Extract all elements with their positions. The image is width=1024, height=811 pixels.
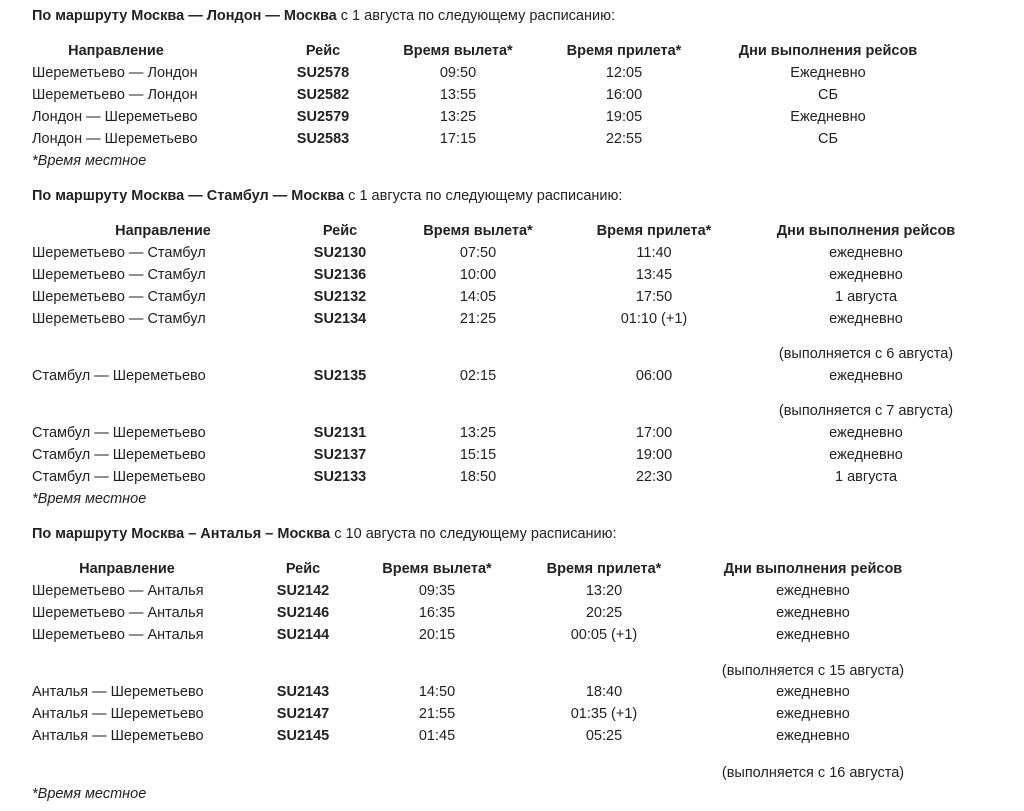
section-title [32,187,622,205]
cell-departure: 02:15 [459,368,497,384]
header-days: Дни выполнения рейсов [723,561,903,577]
cell-departure: 09:35 [418,583,456,599]
local-time-note: *Время местное [32,153,147,169]
cell-arrival: 12:05 [605,65,643,81]
section-title [32,525,617,543]
cell-days: ежедневно [829,425,903,441]
cell-arrival: 18:40 [585,684,623,700]
cell-flight: SU2582 [296,87,350,103]
cell-days-note: (выполняется с 16 августа) [721,765,905,781]
cell-departure: 13:25 [439,109,477,125]
cell-arrival: 22:30 [635,469,673,485]
cell-departure: 15:15 [459,447,497,463]
cell-direction: Шереметьево — Анталья [32,605,204,621]
cell-arrival: 16:00 [605,87,643,103]
cell-flight: SU2133 [313,469,367,485]
cell-arrival: 13:20 [585,583,623,599]
cell-flight: SU2135 [313,368,367,384]
header-direction: Направление [79,561,175,577]
cell-days-note: (выполняется с 7 августа) [778,403,954,419]
header-flight: Рейс [322,223,358,239]
cell-flight: SU2132 [313,289,367,305]
cell-days: ежедневно [829,368,903,384]
section-title-route: По маршруту Москва — Лондон — Москва [32,8,337,24]
cell-direction: Шереметьево — Лондон [32,65,198,81]
cell-flight: SU2579 [296,109,350,125]
header-arrival: Время прилета* [566,43,682,59]
cell-days: ежедневно [829,311,903,327]
cell-flight: SU2142 [276,583,330,599]
cell-flight: SU2143 [276,684,330,700]
cell-days: 1 августа [834,469,898,485]
header-arrival: Время прилета* [546,561,662,577]
cell-departure: 13:25 [459,425,497,441]
cell-flight: SU2130 [313,245,367,261]
cell-arrival: 19:00 [635,447,673,463]
section-title [32,7,615,25]
cell-flight: SU2578 [296,65,350,81]
cell-arrival: 17:50 [635,289,673,305]
cell-flight: SU2583 [296,131,350,147]
cell-arrival: 11:40 [636,245,672,261]
cell-days-note: (выполняется с 6 августа) [778,346,954,362]
cell-direction: Шереметьево — Стамбул [32,289,206,305]
cell-departure: 13:55 [439,87,477,103]
cell-flight: SU2134 [313,311,367,327]
cell-flight: SU2147 [276,706,330,722]
cell-departure: 14:05 [459,289,497,305]
cell-flight: SU2144 [276,627,330,643]
cell-arrival: 01:35 (+1) [570,706,638,722]
cell-flight: SU2136 [313,267,367,283]
cell-arrival: 19:05 [605,109,643,125]
cell-direction: Анталья — Шереметьево [32,728,204,744]
cell-flight: SU2137 [313,447,367,463]
section-title-route: По маршруту Москва — Стамбул — Москва [32,188,345,204]
cell-direction: Шереметьево — Лондон [32,87,198,103]
cell-departure: 18:50 [459,469,497,485]
cell-days: ежедневно [829,447,903,463]
cell-days: ежедневно [776,605,850,621]
cell-direction: Шереметьево — Стамбул [32,245,206,261]
cell-flight: SU2146 [276,605,330,621]
cell-days: ежедневно [829,267,903,283]
cell-days: Ежедневно [790,65,866,81]
cell-days: СБ [818,131,838,147]
cell-direction: Стамбул — Шереметьево [32,368,206,384]
cell-flight: SU2131 [313,425,367,441]
cell-arrival: 17:00 [635,425,673,441]
cell-direction: Стамбул — Шереметьево [32,425,206,441]
header-days: Дни выполнения рейсов [738,43,918,59]
section-title-period: с 1 августа по следующему расписанию: [336,8,615,24]
header-direction: Направление [115,223,211,239]
cell-direction: Шереметьево — Анталья [32,627,204,643]
header-departure: Время вылета* [423,223,533,239]
cell-days: ежедневно [776,706,850,722]
header-departure: Время вылета* [382,561,492,577]
cell-departure: 07:50 [459,245,497,261]
cell-departure: 21:55 [418,706,456,722]
cell-direction: Шереметьево — Анталья [32,583,204,599]
cell-departure: 10:00 [459,267,497,283]
header-direction: Направление [68,43,164,59]
cell-arrival: 13:45 [635,267,673,283]
cell-arrival: 20:25 [585,605,623,621]
cell-flight: SU2145 [276,728,330,744]
cell-days: ежедневно [776,728,850,744]
cell-direction: Стамбул — Шереметьево [32,469,206,485]
cell-arrival: 22:55 [605,131,643,147]
cell-departure: 21:25 [459,311,497,327]
section-title-route: По маршруту Москва – Анталья – Москва [32,526,331,542]
section-title-period: с 1 августа по следующему расписанию: [344,188,623,204]
local-time-note: *Время местное [32,786,147,802]
cell-days: СБ [818,87,838,103]
cell-days: 1 августа [834,289,898,305]
cell-direction: Лондон — Шереметьево [32,131,198,147]
cell-departure: 09:50 [439,65,477,81]
header-arrival: Время прилета* [596,223,712,239]
header-departure: Время вылета* [403,43,513,59]
cell-days: ежедневно [776,684,850,700]
cell-direction: Анталья — Шереметьево [32,684,204,700]
cell-direction: Анталья — Шереметьево [32,706,204,722]
cell-direction: Лондон — Шереметьево [32,109,198,125]
cell-days: ежедневно [776,583,850,599]
cell-direction: Шереметьево — Стамбул [32,311,206,327]
cell-direction: Шереметьево — Стамбул [32,267,206,283]
cell-direction: Стамбул — Шереметьево [32,447,206,463]
cell-departure: 17:15 [439,131,477,147]
section-title-period: с 10 августа по следующему расписанию: [330,526,617,542]
cell-days: ежедневно [829,245,903,261]
cell-days: ежедневно [776,627,850,643]
cell-arrival: 01:10 (+1) [620,311,688,327]
cell-days: Ежедневно [790,109,866,125]
cell-departure: 16:35 [418,605,456,621]
header-flight: Рейс [285,561,321,577]
cell-departure: 01:45 [418,728,456,744]
cell-days-note: (выполняется с 15 августа) [721,663,905,679]
cell-arrival: 00:05 (+1) [570,627,638,643]
header-days: Дни выполнения рейсов [776,223,956,239]
cell-arrival: 05:25 [585,728,623,744]
cell-departure: 14:50 [418,684,456,700]
local-time-note: *Время местное [32,491,147,507]
cell-departure: 20:15 [418,627,456,643]
header-flight: Рейс [305,43,341,59]
cell-arrival: 06:00 [635,368,673,384]
